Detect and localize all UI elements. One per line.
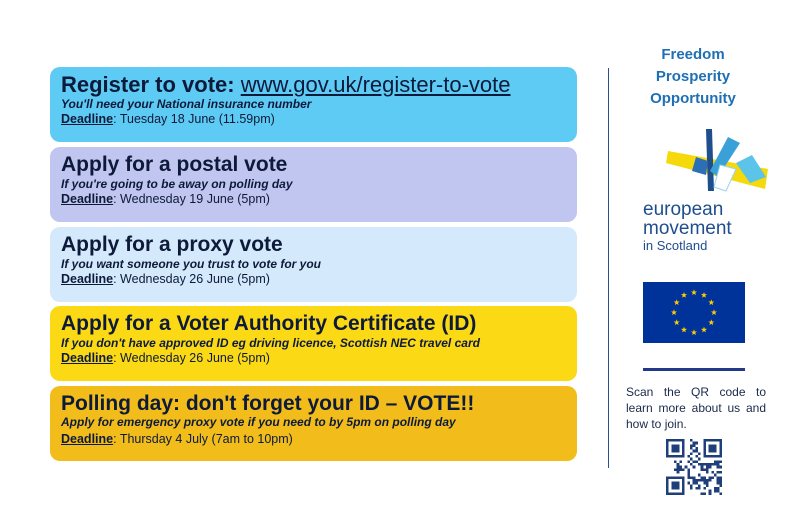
card-title: Apply for a postal vote — [61, 153, 288, 176]
divider — [608, 68, 609, 468]
logo-line-2: movement — [643, 218, 732, 239]
card-subtitle: You'll need your National insurance number — [61, 97, 312, 111]
flag-star — [691, 289, 697, 295]
flag-star — [708, 319, 714, 325]
star-logo-icon — [640, 127, 780, 197]
flag-star — [701, 292, 707, 298]
proxy-vote-card — [50, 227, 577, 302]
card-deadline: Deadline: Tuesday 18 June (11.59pm) — [61, 112, 275, 126]
card-deadline: Deadline: Wednesday 26 June (5pm) — [61, 272, 270, 286]
qr-code-icon[interactable] — [666, 439, 722, 495]
tagline: Freedom Prosperity Opportunity — [650, 46, 736, 107]
flag-star — [691, 329, 697, 335]
flag-star — [708, 299, 714, 305]
card-title: Polling day: don't forget your ID – VOTE!! — [61, 392, 475, 415]
scan-qr-text: Scan the QR code to learn more about us and how to join. — [626, 385, 766, 431]
card-subtitle: If you want someone you trust to vote for you — [61, 257, 322, 271]
card-subtitle: Apply for emergency proxy vote if you need to by 5pm on polling day — [61, 415, 456, 429]
european-movement-logo — [640, 127, 780, 257]
flag-star — [674, 299, 680, 305]
flag-star — [674, 319, 680, 325]
card-subtitle: If you don't have approved ID eg driving licence, Scottish NEC travel card — [61, 336, 480, 350]
logo-line-3: in Scotland — [643, 238, 708, 253]
card-title: Register to vote: www.gov.uk/register-to-vote — [61, 72, 511, 97]
eu-flag-icon — [643, 282, 745, 343]
flag-star — [681, 292, 687, 298]
flag-star — [681, 327, 687, 333]
divider-rule — [643, 368, 745, 371]
postal-vote-card — [50, 147, 577, 222]
polling-day-card — [50, 386, 577, 461]
voter-authority-card — [50, 306, 577, 381]
register-to-vote-card — [50, 67, 577, 142]
register-link[interactable]: www.gov.uk/register-to-vote — [240, 72, 511, 97]
card-deadline: Deadline: Wednesday 26 June (5pm) — [61, 351, 270, 365]
flag-star — [701, 327, 707, 333]
card-subtitle: If you're going to be away on polling day — [61, 177, 293, 191]
logo-line-1: european — [643, 199, 724, 220]
card-deadline: Deadline: Wednesday 19 June (5pm) — [61, 192, 270, 206]
card-title: Apply for a proxy vote — [61, 233, 283, 256]
flag-star — [671, 309, 677, 315]
card-deadline: Deadline: Thursday 4 July (7am to 10pm) — [61, 432, 293, 446]
card-title: Apply for a Voter Authority Certificate (ID) — [61, 312, 477, 335]
flag-star — [711, 309, 717, 315]
